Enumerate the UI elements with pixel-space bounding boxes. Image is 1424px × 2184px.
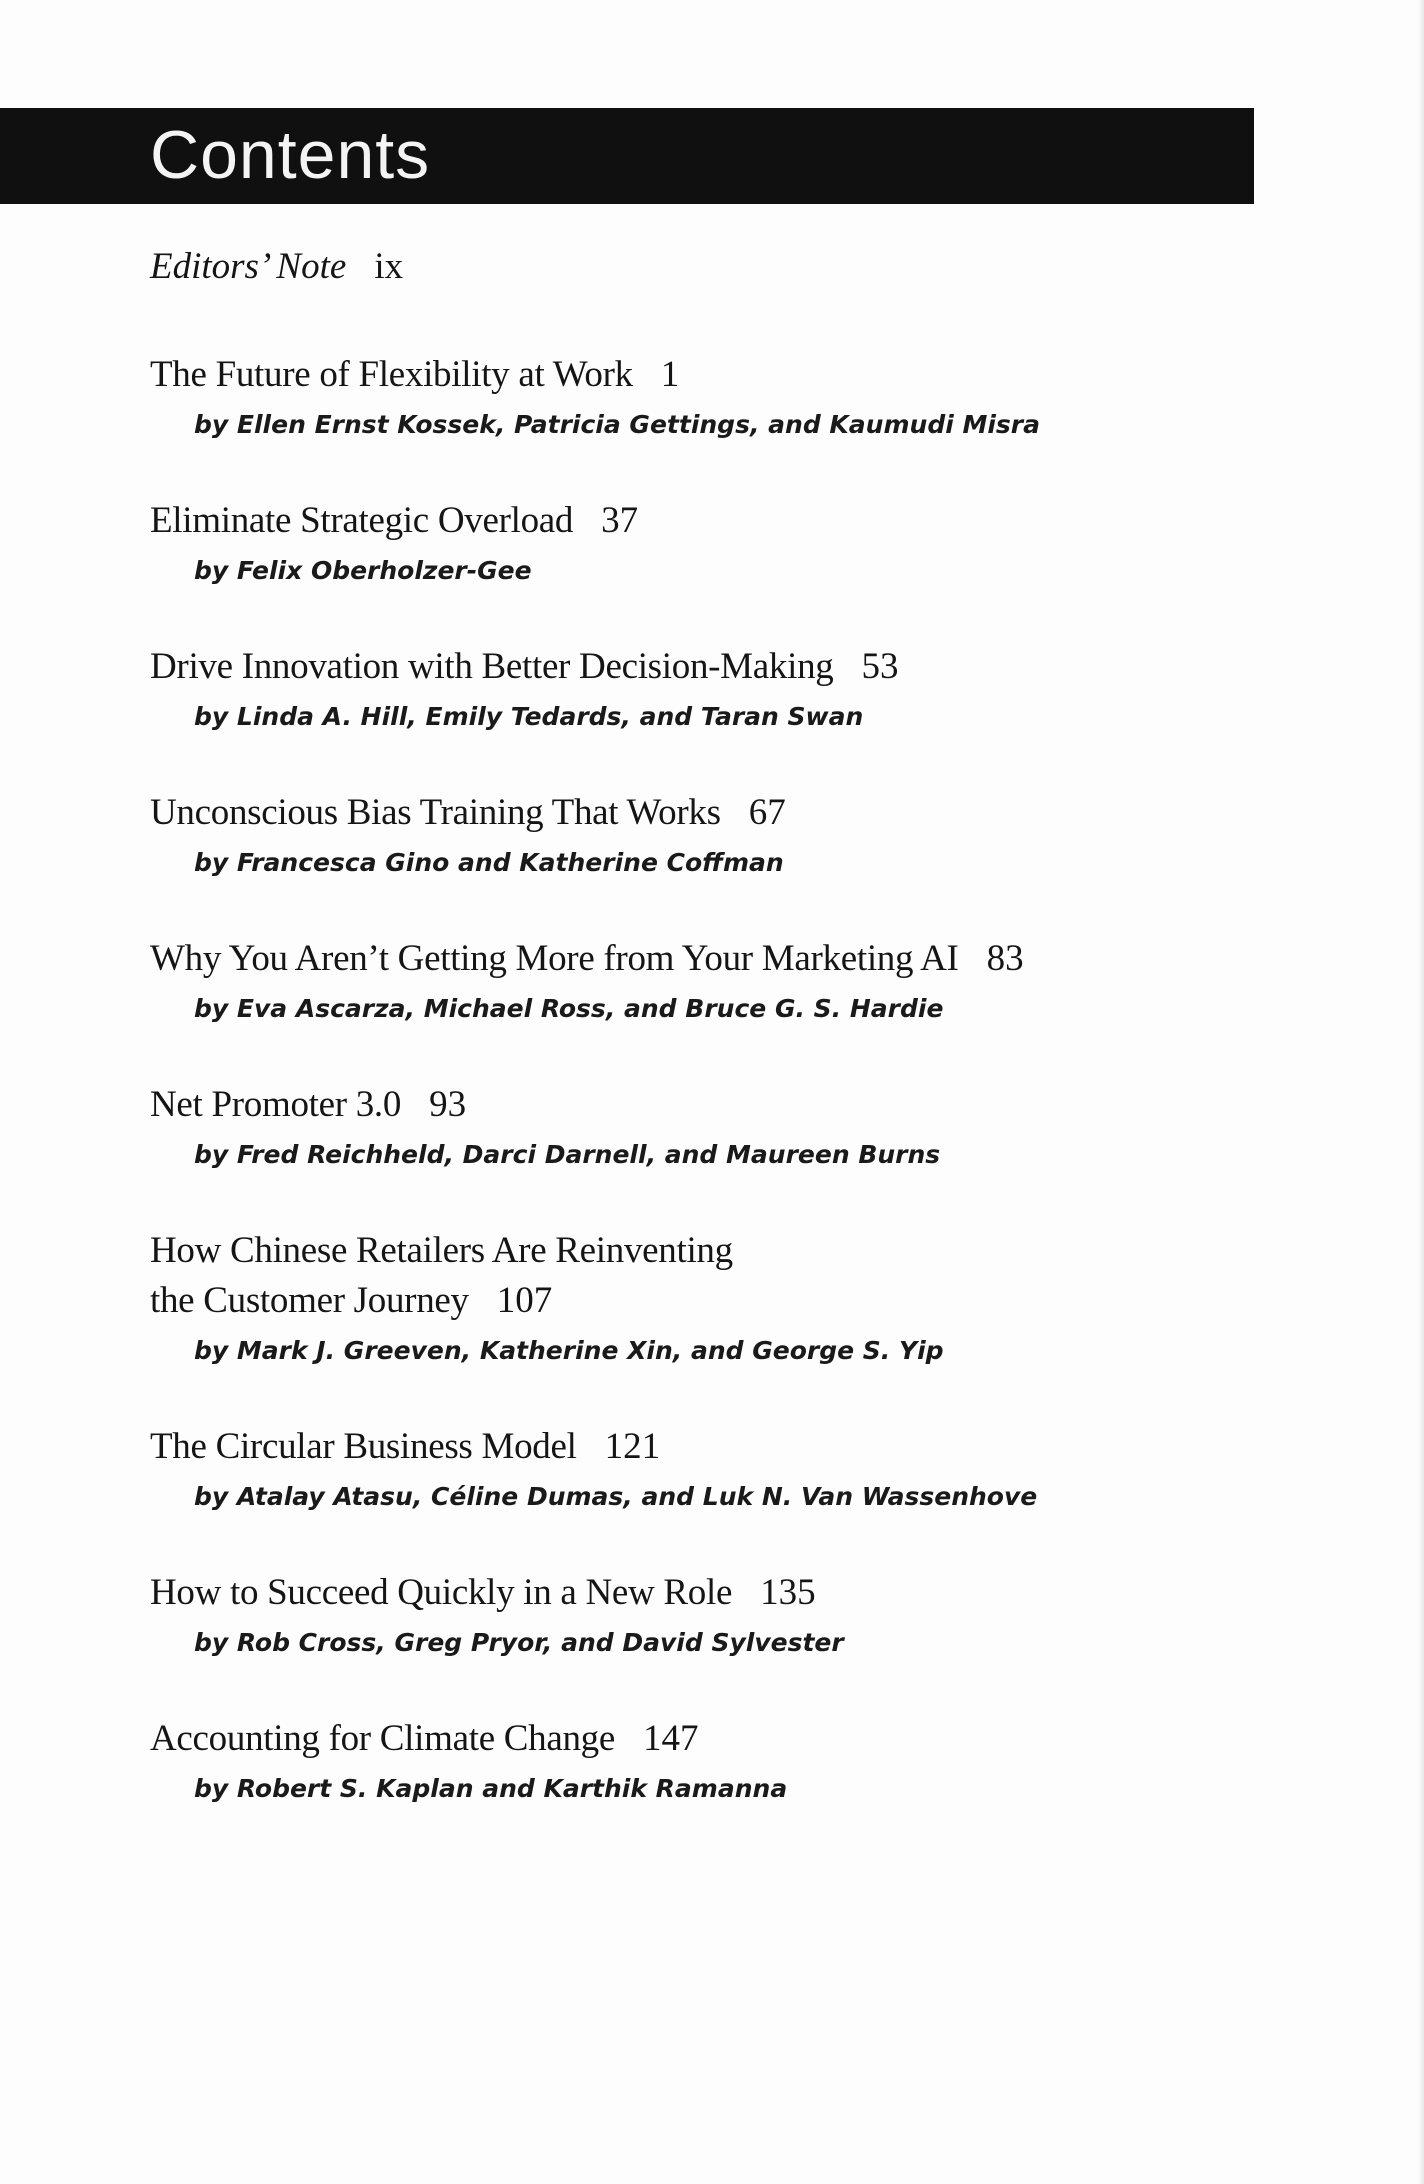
- toc-entry[interactable]: [150, 642, 1300, 731]
- toc-entry[interactable]: [150, 1568, 1300, 1657]
- entry-authors: by Mark J. Greeven, Katherine Xin, and George S. Yip: [194, 1336, 944, 1365]
- entry-authors: by Francesca Gino and Katherine Coffman: [194, 848, 784, 877]
- toc-entry[interactable]: [150, 1080, 1300, 1169]
- page-edge-shadow: [1418, 0, 1424, 2184]
- editors-note-entry[interactable]: [150, 245, 1300, 288]
- entry-title-line: [150, 350, 1300, 400]
- entry-title: Unconscious Bias Training That Works: [150, 792, 721, 833]
- entry-authors: by Ellen Ernst Kossek, Patricia Gettings, and Kaumudi Misra: [194, 410, 1041, 439]
- entry-title: Accounting for Climate Change: [150, 1718, 615, 1759]
- entry-title-line: [150, 1080, 1300, 1130]
- toc-entry[interactable]: [150, 350, 1300, 439]
- entry-title: The Circular Business Model: [150, 1426, 577, 1467]
- entry-authors: by Robert S. Kaplan and Karthik Ramanna: [194, 1774, 788, 1803]
- entry-page: 37: [601, 500, 639, 541]
- entry-title-line: [150, 1226, 1300, 1326]
- entry-authors: by Atalay Atasu, Céline Dumas, and Luk N. Van Wassenhove: [194, 1482, 1038, 1511]
- toc-entry[interactable]: [150, 1226, 1300, 1365]
- entry-title-line: [150, 1422, 1300, 1472]
- entry-title-line: [150, 642, 1300, 692]
- entry-authors: by Rob Cross, Greg Pryor, and David Sylvester: [194, 1628, 844, 1657]
- entry-page: 135: [760, 1572, 816, 1613]
- entry-title-line: [150, 788, 1300, 838]
- entry-page: 83: [986, 938, 1024, 979]
- entry-title: Net Promoter 3.0: [150, 1084, 402, 1125]
- entry-title-continued: the Customer Journey: [150, 1280, 469, 1321]
- entry-page: 147: [642, 1718, 699, 1759]
- toc-entry[interactable]: [150, 1714, 1300, 1803]
- editors-note-label: Editors’ Note: [150, 246, 347, 287]
- entry-authors: by Fred Reichheld, Darci Darnell, and Maureen Burns: [194, 1140, 941, 1169]
- entry-page: 121: [604, 1426, 661, 1467]
- entry-title-line: [150, 934, 1300, 984]
- entry-title: Drive Innovation with Better Decision-Making: [150, 646, 834, 687]
- entry-title: The Future of Flexibility at Work: [150, 354, 633, 395]
- entry-page: 1: [660, 354, 680, 395]
- toc-entry[interactable]: [150, 788, 1300, 877]
- entry-title-line: [150, 1714, 1300, 1764]
- table-of-contents: [150, 245, 1300, 1860]
- editors-note-page: ix: [374, 246, 404, 287]
- entry-authors: by Eva Ascarza, Michael Ross, and Bruce G. S. Hardie: [194, 994, 944, 1023]
- entry-title: How Chinese Retailers Are Reinventing: [150, 1230, 733, 1271]
- toc-entry[interactable]: [150, 496, 1300, 585]
- entry-authors: by Linda A. Hill, Emily Tedards, and Taran Swan: [194, 702, 864, 731]
- entry-title-line: [150, 496, 1300, 546]
- entry-title-line: [150, 1568, 1300, 1618]
- page-title: Contents: [150, 117, 431, 193]
- entry-title: Why You Aren’t Getting More from Your Marketing AI: [150, 938, 959, 979]
- entry-authors: by Felix Oberholzer-Gee: [194, 556, 532, 585]
- entry-page: 67: [748, 792, 786, 833]
- toc-entry[interactable]: [150, 934, 1300, 1023]
- entry-page: 107: [496, 1280, 553, 1321]
- toc-entry[interactable]: [150, 1422, 1300, 1511]
- entry-title: Eliminate Strategic Overload: [150, 500, 574, 541]
- entry-page: 93: [429, 1084, 467, 1125]
- entry-title: How to Succeed Quickly in a New Role: [150, 1572, 733, 1613]
- entry-page: 53: [861, 646, 899, 687]
